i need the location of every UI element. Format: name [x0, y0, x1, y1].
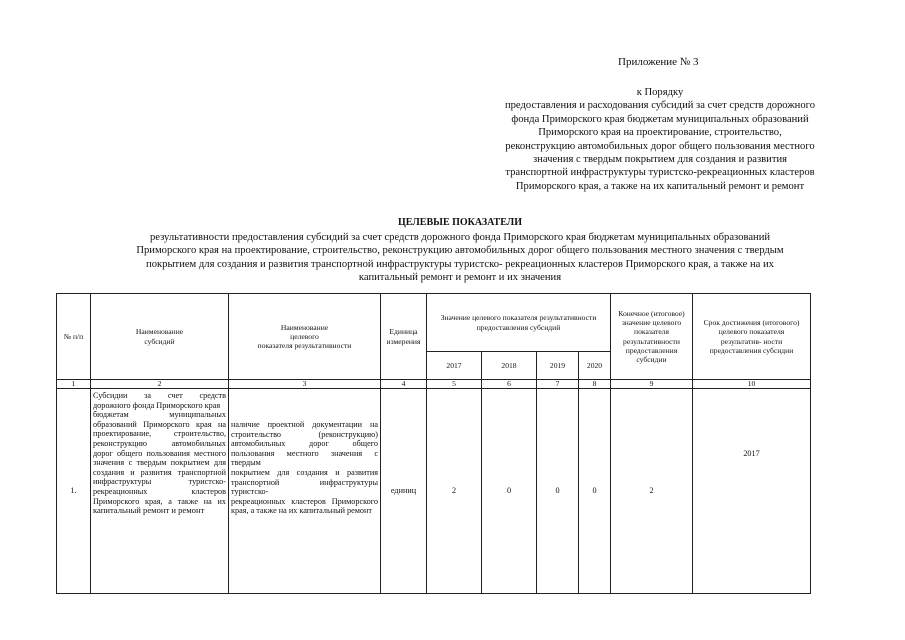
subsidy-line: Субсидии за счет средств [93, 391, 226, 400]
row-value: 0 [482, 389, 537, 594]
indicator-line: рекреационных кластеров Приморского [231, 496, 378, 506]
document-heading [60, 216, 860, 284]
order-line: реконструкцию автомобильных дорог общего пользования местного [505, 140, 815, 152]
subsidy-line: образований Приморского края на [93, 419, 226, 429]
subsidy-line: инфраструктуры туристско- [93, 477, 226, 487]
header-value-group: Значение целевого показателя результативности предоставления субсидий [427, 294, 611, 352]
order-line: транспортной инфраструктуры туристско-рекреационных кластеров [505, 167, 815, 179]
subsidy-line: рекреационных кластеров [93, 486, 226, 496]
appendix-label: Приложение № 3 [618, 56, 699, 68]
indicator-line: покрытием для создания и развития [231, 467, 378, 477]
subtitle-line: капитальный ремонт и ремонт и их значения [358, 271, 562, 283]
indicators-table [56, 293, 811, 594]
row-value: 0 [579, 389, 611, 594]
subsidy-line: бюджетам муниципальных [93, 410, 226, 420]
header-indicator: Наименование целевого показателя результативности [229, 294, 381, 380]
header-year: 2017 [427, 352, 482, 380]
order-line: к Порядку [636, 87, 684, 98]
column-number: 7 [537, 380, 579, 389]
subsidy-line: дорог общего пользования местного [93, 448, 226, 458]
row-value: 0 [537, 389, 579, 594]
indicator-line: края, а также на их капитальный ремонт [231, 506, 372, 516]
header-unit: Единица измерения [381, 294, 427, 380]
header-year: 2019 [537, 352, 579, 380]
order-reference [470, 86, 850, 193]
header-subsidy: Наименование субсидий [91, 294, 229, 380]
column-number: 8 [579, 380, 611, 389]
column-number: 3 [229, 380, 381, 389]
subsidy-line: создания и развития транспортной [93, 467, 226, 477]
column-number: 6 [482, 380, 537, 389]
header-deadline: Срок достижения (итогового) целевого показателя результатив- ности предоставления субсидии [693, 294, 811, 380]
row-deadline: 2017 [693, 389, 811, 594]
column-number: 9 [611, 380, 693, 389]
order-line: Приморского края на проектирование, строительство, [538, 127, 782, 139]
indicator-line: наличие проектной документации на [231, 420, 378, 429]
table-row [57, 389, 811, 594]
header-year: 2018 [482, 352, 537, 380]
column-number: 10 [693, 380, 811, 389]
subtitle-line: Приморского края на проектирование, строительство, реконструкцию автомобильных дорог общего пользования местного значения с твердым [136, 245, 784, 257]
row-value: 2 [427, 389, 482, 594]
row-subsidy [91, 389, 229, 594]
indicator-line: строительство (реконструкцию) [231, 429, 378, 439]
indicator-line: транспортной инфраструктуры туристско- [231, 477, 378, 497]
subsidy-line: Приморского края, а также на их [93, 496, 226, 506]
column-number: 1 [57, 380, 91, 389]
header-num: № п/п [57, 294, 91, 380]
subsidy-line: реконструкцию автомобильных [93, 438, 226, 448]
subtitle-line: результативности предоставления субсидий за счет средств дорожного фонда Приморского края бюджетам муниципальных образований [149, 232, 771, 244]
subsidy-line: проектирование, строительство, [93, 429, 226, 439]
document-title: ЦЕЛЕВЫЕ ПОКАЗАТЕЛИ [398, 217, 522, 228]
order-line: Приморского края, а также на их капитальный ремонт и ремонт [515, 180, 805, 192]
row-num: 1. [57, 389, 91, 594]
subsidy-line: дорожного фонда Приморского края [93, 400, 221, 410]
order-line: предоставления и расходования субсидий за счет средств дорожного [504, 100, 816, 112]
row-unit: единиц [381, 389, 427, 594]
column-number: 4 [381, 380, 427, 389]
subsidy-line: капитальный ремонт и ремонт [93, 505, 205, 516]
column-number: 2 [91, 380, 229, 389]
row-indicator [229, 389, 381, 594]
order-line: фонда Приморского края бюджетам муниципальных образований [511, 113, 809, 125]
header-year: 2020 [579, 352, 611, 380]
row-final: 2 [611, 389, 693, 594]
indicator-line: пользования местного значения с твердым [231, 448, 378, 468]
header-final: Конечное (итоговое) значение целевого показателя результативности предоставления субсидии [611, 294, 693, 380]
order-line: значения с твердым покрытием для создания и развития [532, 154, 788, 166]
indicator-line: автомобильных дорог общего [231, 439, 378, 449]
subsidy-line: значения с твердым покрытием для [93, 458, 226, 468]
subtitle-line: покрытием для создания и развития транспортной инфраструктуры туристско- рекреационных кластеров Приморского края, а также на их [146, 258, 774, 270]
column-number: 5 [427, 380, 482, 389]
